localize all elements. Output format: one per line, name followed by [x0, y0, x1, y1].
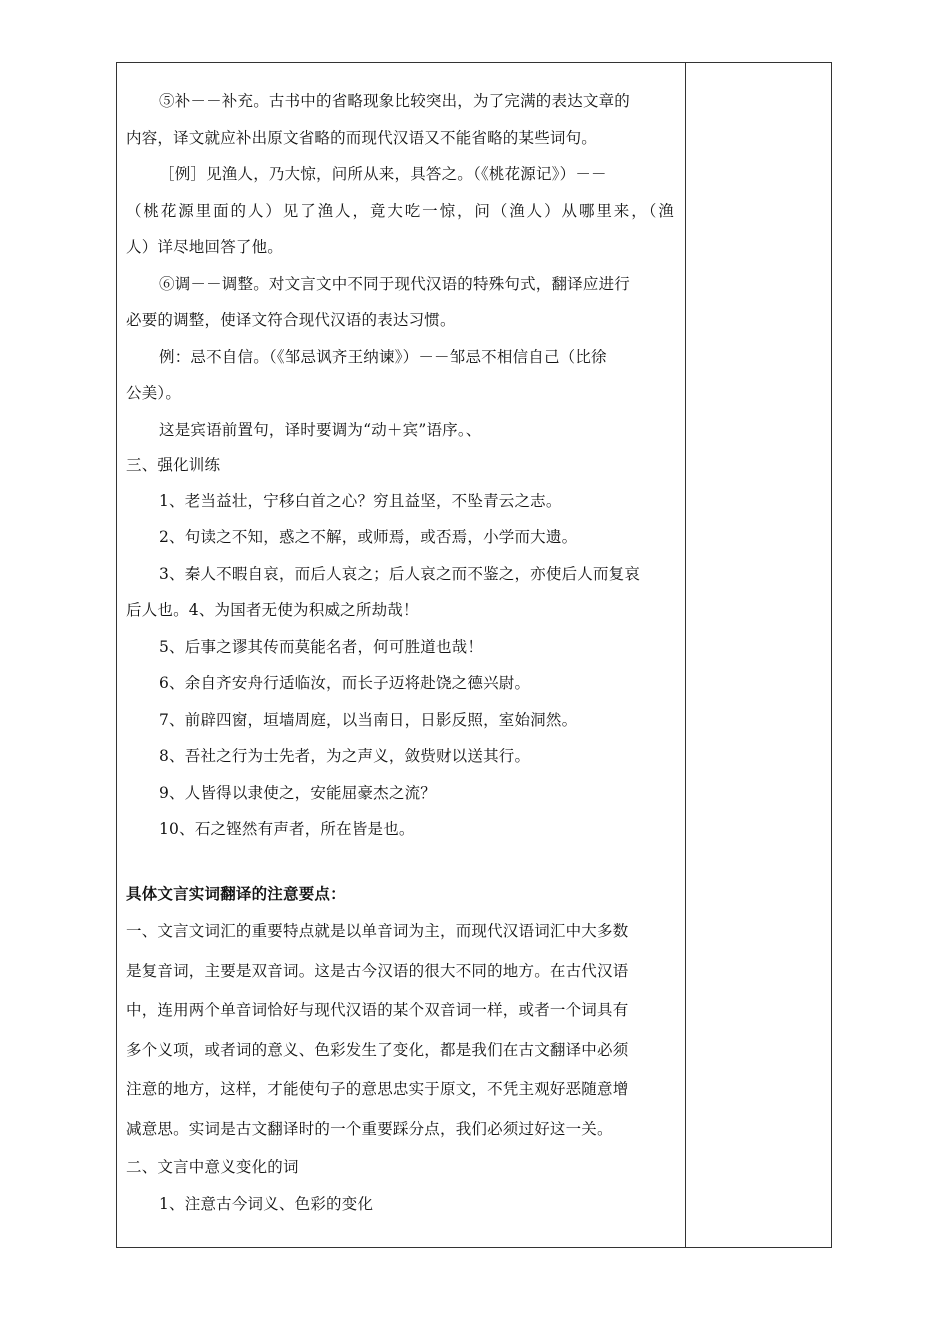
- text-line: 人）详尽地回答了他。: [126, 238, 284, 256]
- text-line: ［例］见渔人，乃大惊，问所从来，具答之。（《桃花源记》）－－: [159, 165, 607, 183]
- column-divider: [685, 63, 686, 1247]
- text-line: 注意的地方，这样，才能使句子的意思忠实于原文，不凭主观好恶随意增: [126, 1080, 629, 1098]
- text-line: 一、文言文词汇的重要特点就是以单音词为主，而现代汉语词汇中大多数: [126, 922, 629, 940]
- exercise-item: 8、吾社之行为士先者，为之声义，敛赀财以送其行。: [159, 747, 531, 765]
- subsection-heading: 二、文言中意义变化的词: [126, 1158, 299, 1176]
- section-heading: 三、强化训练: [126, 456, 221, 474]
- exercise-item: 2、句读之不知，惑之不解，或师焉，或否焉，小学而大遗。: [159, 528, 578, 546]
- exercise-item: 7、前辟四窗，垣墙周庭，以当南日，日影反照，室始洞然。: [159, 710, 578, 729]
- exercise-item: 后人也。4、为国者无使为积威之所劫哉！: [126, 601, 419, 619]
- text-line: ⑤补－－补充。古书中的省略现象比较突出，为了完满的表达文章的: [159, 92, 631, 110]
- text-line: 是复音词，主要是双音词。这是古今汉语的很大不同的地方。在古代汉语: [126, 961, 629, 980]
- text-line: ⑥调－－调整。对文言文中不同于现代汉语的特殊句式，翻译应进行: [159, 274, 631, 293]
- text-line: 例：忌不自信。（《邹忌讽齐王纳谏》）－－邹忌不相信自己（比徐: [159, 347, 607, 366]
- text-line: 中，连用两个单音词恰好与现代汉语的某个双音词一样，或者一个词具有: [126, 1001, 629, 1019]
- text-line: （桃花源里面的人）见了渔人，竟大吃一惊，问（渔人）从哪里来，（渔: [126, 201, 674, 220]
- main-column: [126, 83, 674, 1222]
- exercise-item: 5、后事之谬其传而莫能名者，何可胜道也哉！: [159, 637, 484, 656]
- section-title: 具体文言实词翻译的注意要点：: [126, 883, 346, 903]
- text-line: 这是宾语前置句，译时要调为“动＋宾”语序。、: [159, 420, 482, 439]
- text-line: 必要的调整，使译文符合现代汉语的表达习惯。: [126, 311, 456, 329]
- text-line: 1、注意古今词义、色彩的变化: [159, 1194, 374, 1213]
- exercise-item: 6、余自齐安舟行适临汝，而长子迈将赴饶之德兴尉。: [159, 674, 531, 692]
- text-line: 减意思。实词是古文翻译时的一个重要踩分点，我们必须过好这一关。: [126, 1119, 613, 1138]
- exercise-item: 9、人皆得以隶使之，安能屈豪杰之流？: [159, 783, 436, 802]
- exercise-item: 1、老当益壮，宁移白首之心？穷且益坚，不坠青云之志。: [159, 491, 562, 510]
- text-line: 公美）。: [126, 384, 182, 402]
- text-line: 多个义项，或者词的意义、色彩发生了变化，都是我们在古文翻译中必须: [126, 1040, 629, 1059]
- exercise-item: 10、石之铿然有声者，所在皆是也。: [159, 820, 415, 838]
- text-line: 内容，译文就应补出原文省略的而现代汉语又不能省略的某些词句。: [126, 128, 598, 147]
- exercise-item: 3、秦人不暇自哀，而后人哀之；后人哀之而不鉴之，亦使后人而复哀: [159, 564, 641, 583]
- document-table: [116, 62, 832, 1248]
